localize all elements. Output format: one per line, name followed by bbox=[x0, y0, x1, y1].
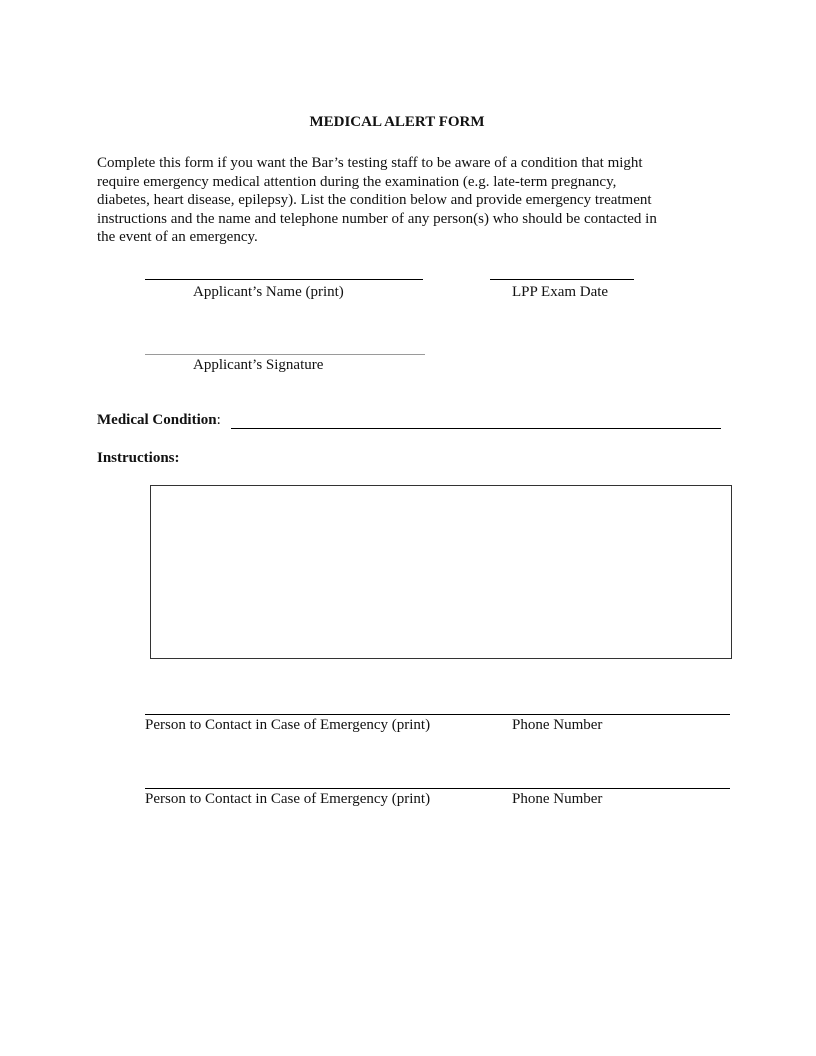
intro-line: the event of an emergency. bbox=[97, 229, 258, 246]
form-title: MEDICAL ALERT FORM bbox=[309, 114, 485, 130]
instructions-box[interactable] bbox=[150, 485, 732, 659]
intro-line: require emergency medical attention during the examination (e.g. late-term pregnancy, bbox=[97, 173, 617, 190]
intro-line: Complete this form if you want the Bar’s testing staff to be aware of a condition that might bbox=[97, 155, 643, 171]
intro-paragraph bbox=[97, 154, 707, 247]
medical-condition-colon: : bbox=[216, 412, 221, 428]
emergency-contact-field[interactable] bbox=[145, 714, 730, 715]
signature-label: Applicant’s Signature bbox=[193, 357, 324, 373]
emergency-contact-label: Person to Contact in Case of Emergency (print) bbox=[145, 717, 431, 733]
emergency-contact-label: Person to Contact in Case of Emergency (print) bbox=[145, 791, 431, 807]
applicant-name-label: Applicant’s Name (print) bbox=[193, 284, 344, 300]
medical-condition-row bbox=[97, 412, 221, 429]
emergency-contact-field[interactable] bbox=[145, 788, 730, 789]
phone-number-label: Phone Number bbox=[512, 717, 603, 733]
intro-line: diabetes, heart disease, epilepsy). List the condition below and provide emergency treatment bbox=[97, 192, 652, 209]
phone-number-label: Phone Number bbox=[512, 791, 603, 807]
instructions-label: Instructions: bbox=[97, 450, 180, 466]
signature-field[interactable] bbox=[145, 354, 425, 355]
medical-condition-field[interactable] bbox=[231, 428, 721, 429]
medical-condition-label: Medical Condition bbox=[97, 412, 217, 428]
exam-date-field[interactable] bbox=[490, 279, 634, 280]
exam-date-label: LPP Exam Date bbox=[512, 284, 609, 300]
applicant-name-field[interactable] bbox=[145, 279, 423, 280]
intro-line: instructions and the name and telephone number of any person(s) who should be contacted in bbox=[97, 210, 657, 227]
